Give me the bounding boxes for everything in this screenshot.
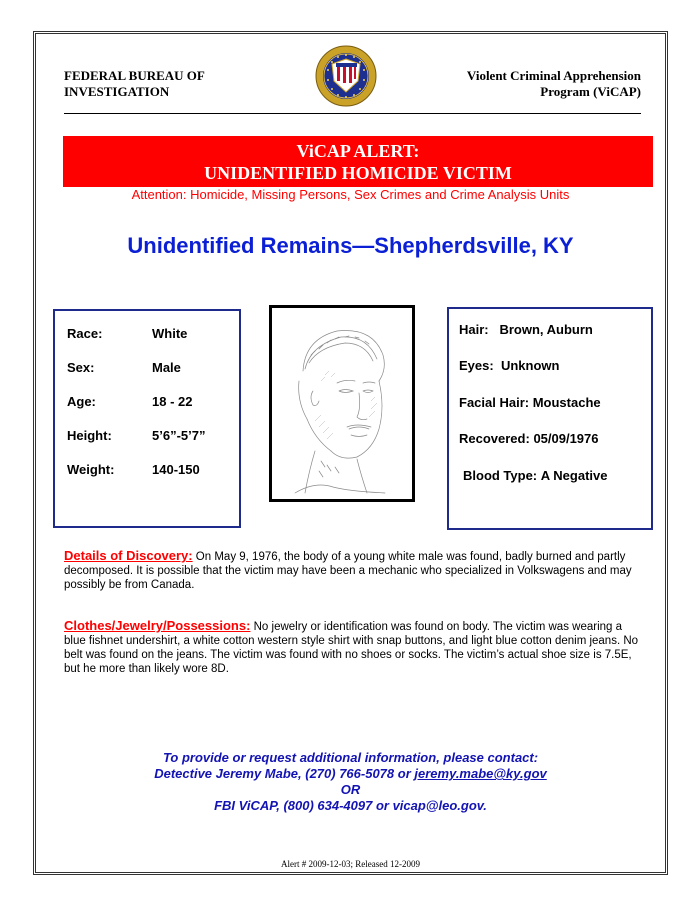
program-name-line2: Program (ViCAP): [540, 84, 641, 99]
race-value: White: [152, 326, 188, 341]
contact-line4: FBI ViCAP, (800) 634-4097 or vicap@leo.gov.: [214, 798, 487, 813]
alert-banner: [63, 136, 653, 187]
physical-description-box: [53, 309, 241, 528]
hair-row: [459, 322, 593, 337]
age-label: Age:: [67, 394, 96, 409]
banner-line2: UNIDENTIFIED HOMICIDE VICTIM: [204, 163, 512, 183]
blood-type-row: [463, 468, 607, 483]
agency-name-line2: INVESTIGATION: [64, 84, 170, 99]
contact-line2: [36, 766, 665, 782]
blood-type-label: Blood Type:: [463, 468, 538, 483]
composite-sketch: [269, 305, 415, 502]
facial-hair-row: [459, 395, 601, 410]
recovered-value: 05/09/1976: [533, 431, 599, 446]
hair-value: Brown, Auburn: [499, 322, 593, 337]
race-label: Race:: [67, 326, 103, 341]
contact-block: [36, 750, 665, 814]
height-value: 5’6”-5’7”: [152, 428, 206, 443]
alert-footer: Alert # 2009-12-03; Released 12-2009: [281, 859, 420, 869]
hair-label: Hair:: [459, 322, 489, 337]
age-value: 18 - 22: [152, 394, 193, 409]
weight-label: Weight:: [67, 462, 115, 477]
blood-type-value: A Negative: [540, 468, 608, 483]
details-text: On May 9, 1976, the body of a young white male was found, badly burned and partly decomposed. It is possible that the victim may have been a mechanic who specialized in Volkswagens and may possibly be from Canada.: [64, 551, 632, 591]
page-title: Unidentified Remains—Shepherdsville, KY: [127, 233, 574, 258]
additional-description-box: [447, 307, 653, 530]
facial-hair-label: Facial Hair:: [459, 395, 530, 410]
eyes-row: [459, 358, 559, 373]
height-label: Height:: [67, 428, 112, 443]
details-label: Details of Discovery:: [64, 548, 193, 563]
contact-line3: OR: [340, 782, 361, 797]
sex-value: Male: [152, 360, 181, 375]
eyes-label: Eyes:: [459, 358, 494, 373]
contact-line1: To provide or request additional information, please contact:: [162, 750, 539, 765]
program-name-line1: Violent Criminal Apprehension: [466, 68, 641, 83]
program-name: [467, 68, 641, 100]
composite-sketch-icon: [275, 311, 409, 496]
contact-detective: Detective Jeremy Mabe, (270) 766-5078 or: [154, 766, 415, 781]
alert-page: [33, 31, 668, 875]
weight-value: 140-150: [152, 462, 200, 477]
agency-name: [64, 68, 205, 100]
recovered-row: [459, 431, 599, 446]
eyes-value: Unknown: [500, 358, 560, 373]
banner-line1: ViCAP ALERT:: [296, 141, 420, 161]
details-of-discovery: [64, 549, 644, 592]
clothes-possessions: [64, 619, 644, 676]
header-divider: [64, 113, 641, 114]
clothes-label: Clothes/Jewelry/Possessions:: [64, 618, 251, 633]
agency-name-line1: FEDERAL BUREAU OF: [64, 68, 205, 83]
fbi-seal-icon: [315, 45, 377, 107]
facial-hair-value: Moustache: [532, 395, 601, 410]
sex-label: Sex:: [67, 360, 95, 375]
clothes-text: No jewelry or identification was found on body. The victim was wearing a blue fishnet undershirt, a white cotton western style shirt with snap buttons, and light blue cotton denim jeans. No belt was found on the jeans. The victim was found with no shoes or socks. The victim’s actual shoe size is 7.5E, but he more than likely wore 8D.: [64, 621, 639, 675]
recovered-label: Recovered:: [459, 431, 530, 446]
detective-email-link[interactable]: jeremy.mabe@ky.gov: [414, 766, 547, 781]
attention-line: Attention: Homicide, Missing Persons, Sex Crimes and Crime Analysis Units: [131, 187, 570, 202]
